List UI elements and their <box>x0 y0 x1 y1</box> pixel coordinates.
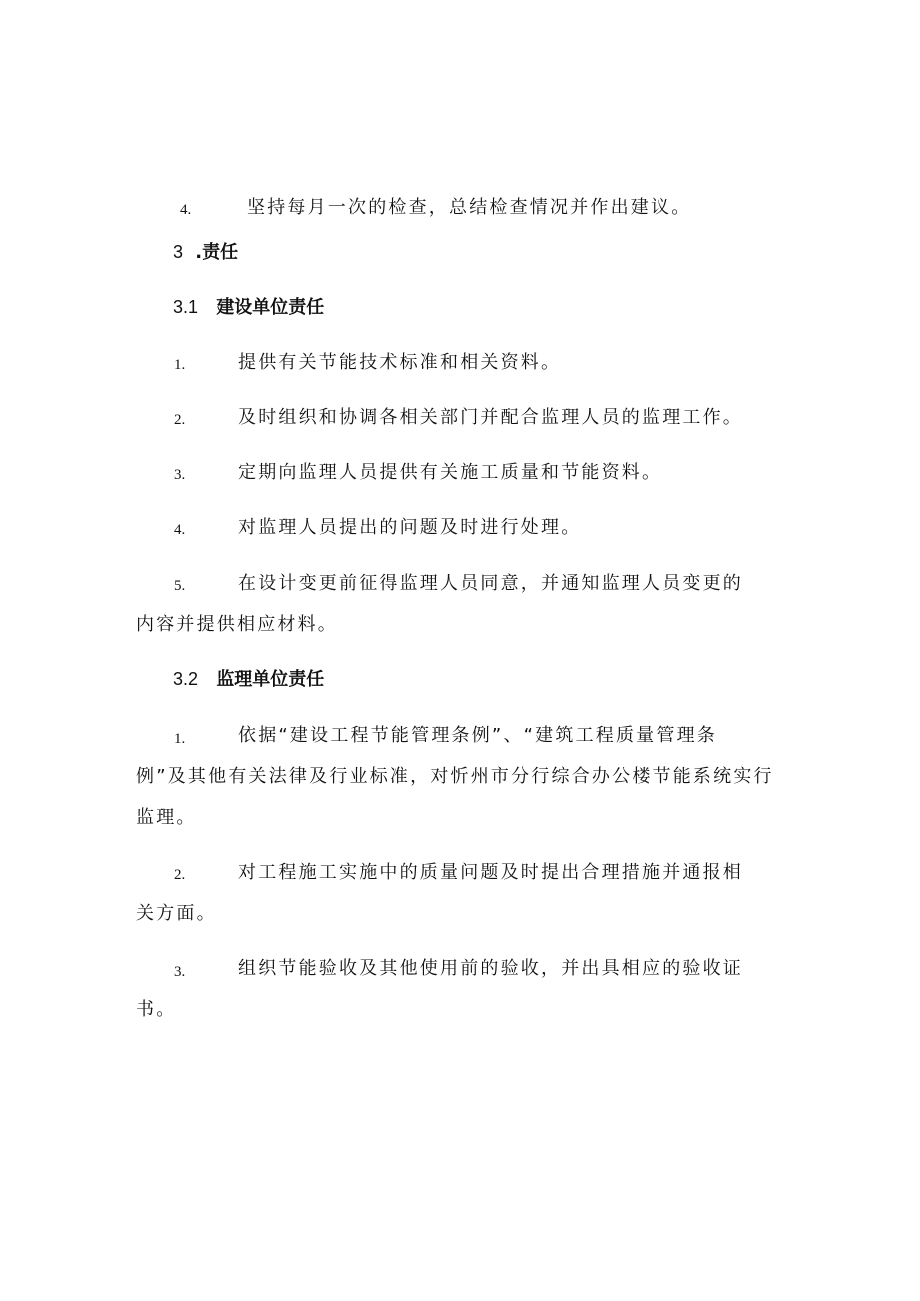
list-item-text: 定期向监理人员提供有关施工质量和节能资料。 <box>238 462 663 483</box>
list-item-text: 提供有关节能技术标准和相关资料。 <box>238 352 562 373</box>
list-item-text-continuation: 内容并提供相应材料。 <box>136 614 338 635</box>
list-item-text: 在设计变更前征得监理人员同意，并通知监理人员变更的 <box>238 573 743 594</box>
list-item-text: 坚持每月一次的检查，总结检查情况并作出建议。 <box>247 197 692 218</box>
list-item-text: 组织节能验收及其他使用前的验收，并出具相应的验收证 <box>238 958 743 979</box>
list-item-text: 及时组织和协调各相关部门并配合监理人员的监理工作。 <box>238 407 743 428</box>
list-item-number: 2. <box>174 867 186 883</box>
list-item-number: 3. <box>174 964 186 980</box>
list-item-text-continuation: 关方面。 <box>136 903 217 924</box>
list-item-number: 2. <box>174 412 186 428</box>
list-item-number: 1. <box>174 731 186 747</box>
section-title: 建设单位责任 <box>216 297 325 318</box>
section-number: 3 <box>173 242 184 262</box>
section-title: 监理单位责任 <box>216 669 325 690</box>
list-item-number: 3. <box>174 467 186 483</box>
list-item-number: 4. <box>174 522 186 538</box>
list-item-text-continuation: 例”及其他有关法律及行业标准，对忻州市分行综合办公楼节能系统实行 <box>136 766 774 787</box>
section-title: .责任 <box>195 242 239 263</box>
list-item-text-continuation: 监理。 <box>136 807 197 828</box>
list-item-text-continuation: 书。 <box>136 999 177 1020</box>
list-item-number: 4. <box>180 202 192 218</box>
section-heading-3 <box>173 240 238 265</box>
section-heading-3-2 <box>173 667 324 692</box>
list-item-text: 对监理人员提出的问题及时进行处理。 <box>238 517 582 538</box>
section-number: 3.1 <box>173 297 199 317</box>
section-number: 3.2 <box>173 669 199 689</box>
list-item-number: 1. <box>174 357 186 373</box>
section-heading-3-1 <box>173 295 324 320</box>
list-item-text: 依据“建设工程节能管理条例”、“建筑工程质量管理条 <box>238 725 717 746</box>
list-item-number: 5. <box>174 578 186 594</box>
list-item-text: 对工程施工实施中的质量问题及时提出合理措施并通报相 <box>238 862 743 883</box>
